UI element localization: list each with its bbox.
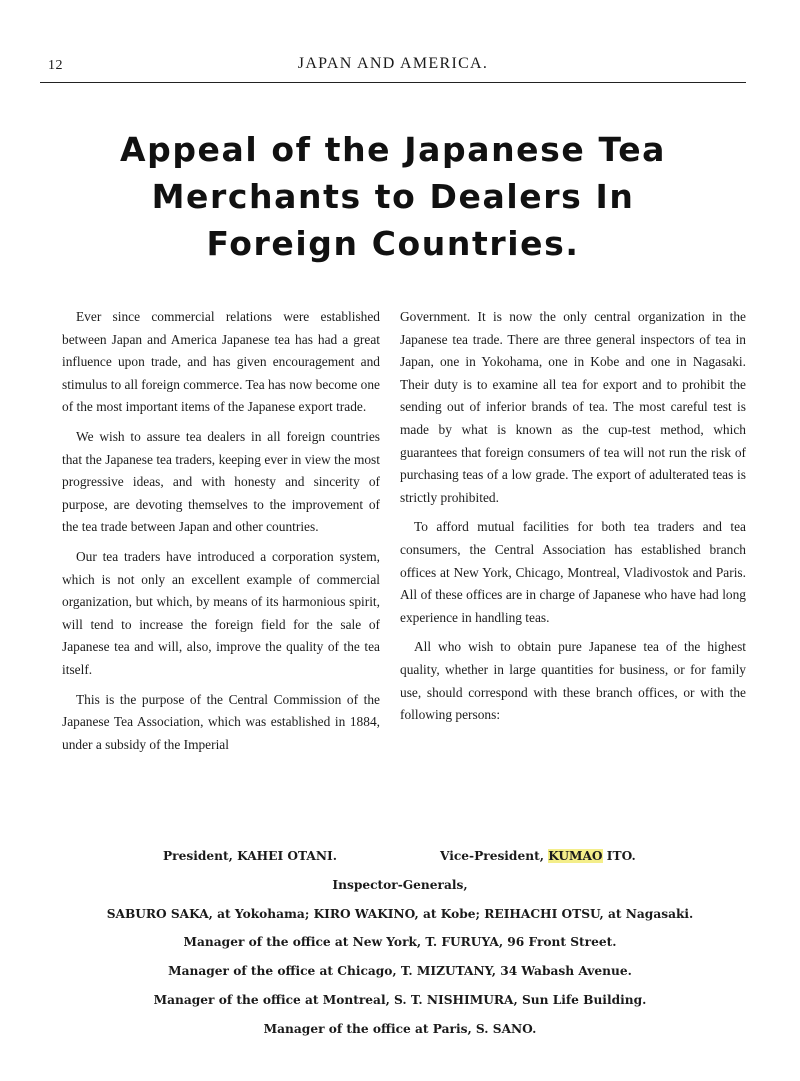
article-title-line: Appeal of the Japanese Tea	[119, 130, 667, 169]
paragraph: To afford mutual facilities for both tea traders and tea consumers, the Central Association has established branch offices at New York, Chicago, Montreal, Vladivostok and Paris. All of these offices are in charge of Japanese who have had long experience in handling teas.	[400, 519, 746, 625]
vice-president-surname: ITO.	[602, 849, 636, 863]
paragraph: We wish to assure tea dealers in all foreign countries that the Japanese tea traders, keeping ever in view the most progressive ideas, and with honesty and sincerity of purpose, are devoting themselves to the improvement of the tea trade between Japan and other countries.	[62, 428, 380, 535]
paragraph: Government. It is now the only central organization in the Japanese tea trade. There are three general inspectors of tea in Japan, one in Yokohama, one in Kobe and one in Nagasaki. Their duty is to examine all tea for export and to prohibit the sending out of inferior brands of tea. The most careful test is made by what is known as the cup-test method, which guarantees that foreign consumers of tea will not run the risk of purchasing teas of a low grade. The export of adulterated teas is strictly prohibited.	[400, 309, 746, 505]
officer-row	[30, 842, 770, 871]
running-head	[40, 52, 746, 83]
journal-title: JAPAN AND AMERICA.	[297, 55, 489, 72]
article-title	[40, 126, 746, 267]
right-column	[400, 306, 746, 734]
vice-president-label: Vice-President,	[440, 849, 549, 863]
paragraph: Our tea traders have introduced a corporation system, which is not only an excellent example of commercial organization, but which, by means of its harmonious spirit, will tend to increase the foreign field for the sale of Japanese tea and will, also, improve the quality of the tea itself.	[62, 548, 380, 677]
president: President, KAHEI OTANI.	[163, 849, 337, 863]
officers-list	[30, 842, 770, 1044]
paragraph: This is the purpose of the Central Commission of the Japanese Tea Association, which was established in 1884, under a subsidy of the Imperial	[62, 691, 380, 752]
highlighted-name: KUMAO	[548, 849, 603, 863]
inspectors-list: SABURO SAKA, at Yokohama; KIRO WAKINO, at Kobe; REIHACHI OTSU, at Nagasaki.	[106, 906, 694, 921]
left-column	[62, 306, 380, 763]
page-number: 12	[48, 58, 63, 73]
manager-montreal: Manager of the office at Montreal, S. T. NISHIMURA, Sun Life Building.	[153, 992, 647, 1007]
paragraph: All who wish to obtain pure Japanese tea of the highest quality, whether in large quantities for business, or for family use, should correspond with these branch offices, or with the following persons:	[400, 639, 746, 723]
vice-president	[440, 842, 770, 871]
inspectors-heading: Inspector-Generals,	[332, 877, 468, 892]
manager-chicago: Manager of the office at Chicago, T. MIZUTANY, 34 Wabash Avenue.	[168, 964, 632, 979]
manager-new-york: Manager of the office at New York, T. FURUYA, 96 Front Street.	[183, 935, 617, 950]
paragraph: Ever since commercial relations were established between Japan and America Japanese tea has had a great influence upon trade, and has given encouragement and stimulus to all foreign commerce. Tea has now become one of the most important items of the Japanese export trade.	[62, 309, 380, 415]
article-title-line: Merchants to Dealers In	[151, 177, 635, 216]
manager-paris: Manager of the office at Paris, S. SANO.	[263, 1021, 537, 1036]
article-title-line: Foreign Countries.	[206, 224, 580, 263]
